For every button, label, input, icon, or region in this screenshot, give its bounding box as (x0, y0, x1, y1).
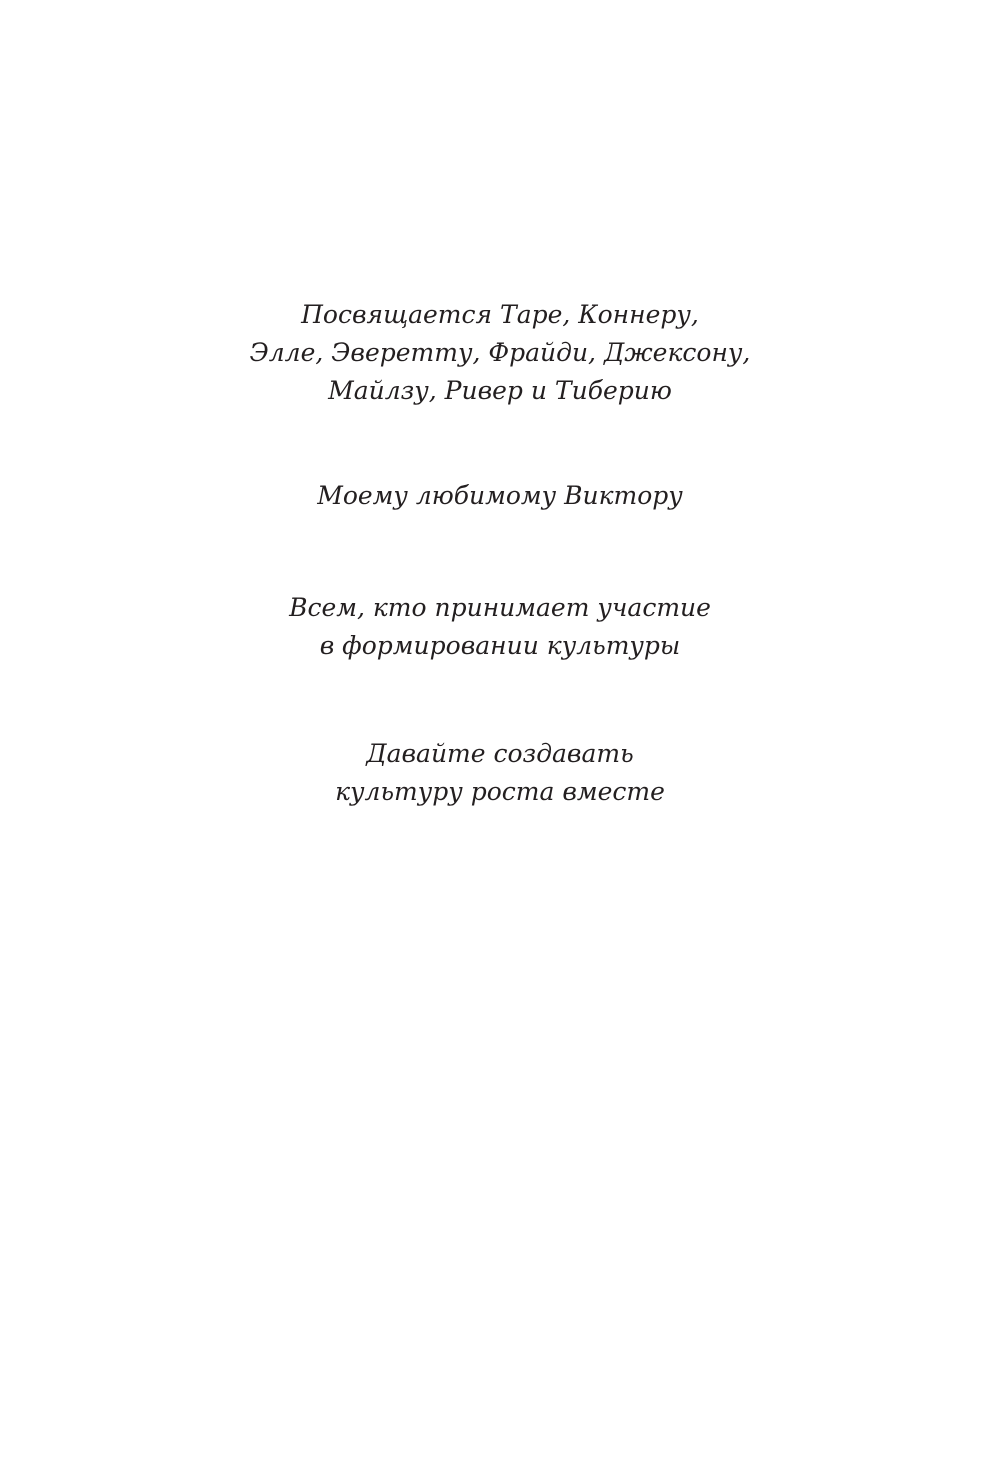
dedication-line: в формировании культуры (319, 631, 681, 660)
dedication-line: Элле, Эверетту, Фрайди, Джексону, (249, 338, 751, 367)
dedication-line: Посвящается Таре, Коннеру, (301, 300, 699, 329)
dedication-line: Моему любимому Виктору (317, 481, 683, 510)
dedication-line: Всем, кто принимает участие (289, 593, 711, 622)
dedication-growth-culture (0, 735, 1000, 811)
dedication-line: Давайте создавать (366, 739, 634, 768)
dedication-culture-shapers (0, 589, 1000, 665)
dedication-line: культуру роста вместе (335, 777, 665, 806)
dedication-children (0, 296, 1000, 410)
dedication-victor (0, 477, 1000, 515)
dedication-line: Майлзу, Ривер и Тиберию (328, 376, 672, 405)
